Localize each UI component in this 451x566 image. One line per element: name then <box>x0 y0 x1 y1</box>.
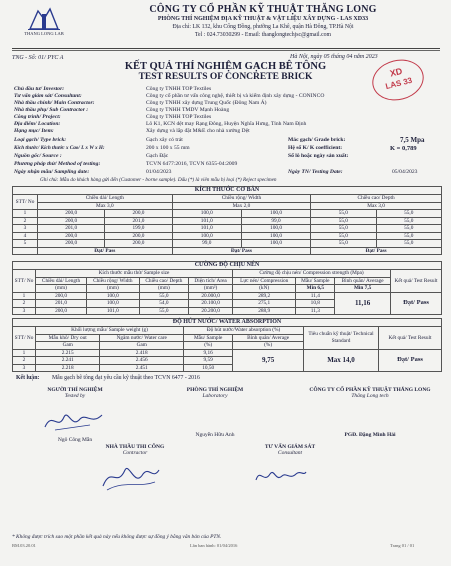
cell: 10,8 <box>296 300 335 308</box>
cell: 55,0 <box>139 307 189 315</box>
footer-page: Trang 01 / 01 <box>390 543 415 548</box>
cell: 2 <box>13 217 38 225</box>
col-header-absorption: Độ hút nước/Water absorption (%) <box>184 327 304 335</box>
cell: 10,50 <box>184 364 233 372</box>
col-header-no: STT/ No <box>13 195 38 210</box>
cell: 100,0 <box>87 292 140 300</box>
dim-value: 200 x 100 x 55 mm <box>146 145 190 151</box>
table-row <box>13 217 442 225</box>
cell: 11,3 <box>296 307 335 315</box>
cell: 100,0 <box>87 300 140 308</box>
testing-date-value: 05/04/2023 <box>392 169 418 175</box>
cell: 99,0 <box>241 217 310 225</box>
contractor-block <box>60 444 210 456</box>
col-header-area: Diện tích/ Area <box>189 277 233 285</box>
grade-label: Mác gạch/ Grade brick: <box>288 137 346 143</box>
consultant-sub: Consultant <box>277 450 303 456</box>
cell: 55,0 <box>139 292 189 300</box>
col-header-load: Lực nén/ Compression <box>233 277 296 285</box>
cell: 20.100,0 <box>189 300 233 308</box>
cell: 55,0 <box>376 217 441 225</box>
unit: (mm²) <box>189 285 233 293</box>
director-name: PGĐ. Đặng Minh Hải <box>344 432 396 438</box>
info-label: Nhà thầu chính/ Main Contractor: <box>14 100 95 106</box>
logo-text: THANG LONG LAB <box>24 31 64 36</box>
cell: 4 <box>13 232 38 240</box>
report-title-vn: KẾT QUẢ THÍ NGHIỆM GẠCH BÊ TÔNG <box>124 61 327 72</box>
cell: 3 <box>13 225 38 233</box>
grade-value: 7,5 Mpa <box>400 136 425 144</box>
strength-section-title: CƯỜNG ĐỘ CHỊU NÉN <box>12 261 442 270</box>
col-header-comp: Cường độ chịu nén/ Compression strength (Mpa) <box>233 270 391 278</box>
cell: 200,0 <box>38 232 105 240</box>
cell: 1 <box>13 292 36 300</box>
cell: 275,1 <box>233 300 296 308</box>
height-result: Đạt/ Pass <box>311 247 442 255</box>
col-header-avg: Bình quân/ Average <box>335 277 391 285</box>
max-width: Max 2,0 <box>172 202 310 210</box>
dimensions-section-title: KÍCH THƯỚC CƠ BẢN <box>12 186 442 195</box>
type-value: Gạch xây có trát <box>146 137 183 143</box>
cell: 2 <box>13 357 36 365</box>
method-label: Phương pháp thử/ Method of testing: <box>14 161 101 167</box>
cell: 200,0 <box>36 307 87 315</box>
col-header-height: Chiều cao/ Depth <box>311 195 442 203</box>
contractor-signature-icon <box>95 458 165 494</box>
consultant-block <box>220 444 360 456</box>
unit: (mm) <box>36 285 87 293</box>
col-header-sample: Mẫu/ Sample <box>184 334 233 342</box>
absorption-table <box>12 326 442 372</box>
footer-note: * Không được trích sao một phần kết quả này nếu không được sự đồng ý bằng văn bản của PTN. <box>12 534 222 540</box>
dim-label: Kích thước/ Kích thước x Cao/ L x W x H: <box>14 145 105 151</box>
report-title-en: TEST RESULTS OF CONCRETE BRICK <box>138 72 313 82</box>
stamp-top-text: XD <box>388 65 404 79</box>
company-address: Địa chỉ: LK 132, khu Cổng Đồng, phường La Khê, quận Hà Đông, TP.Hà Nội <box>172 24 354 30</box>
footer-form-code: BM.03.20.01 <box>12 543 36 548</box>
cell: 201,0 <box>36 300 87 308</box>
cell: 9,16 <box>184 349 233 357</box>
lab-block <box>140 387 290 399</box>
table-row <box>13 225 442 233</box>
col-header-len: Chiều dài/ Length <box>36 277 87 285</box>
company-sign-title: CÔNG TY CỔ PHẦN KỸ THUẬT THĂNG LONG <box>309 387 431 393</box>
company-sign-sub: Thăng Long tech <box>351 393 389 399</box>
cell: 200,0 <box>36 292 87 300</box>
cell: 2.218 <box>36 364 100 372</box>
coef-value: K = 0,789 <box>390 145 417 152</box>
width-result: Đạt/ Pass <box>172 247 310 255</box>
dimensions-table <box>12 194 442 255</box>
tester-title: NGƯỜI THÍ NGHIỆM <box>47 387 103 393</box>
cell: 200,0 <box>105 210 172 218</box>
cell: 55,0 <box>311 210 376 218</box>
type-label: Loại gạch/ Type brick: <box>14 137 67 143</box>
strength-average: 11,16 <box>335 292 391 315</box>
col-header-no: STT/ No <box>13 327 36 350</box>
cell: 54,0 <box>139 300 189 308</box>
unit: (kN) <box>233 285 296 293</box>
strength-table <box>12 269 442 315</box>
cell: 2.451 <box>100 364 184 372</box>
cell: 3 <box>13 364 36 372</box>
cell: 5 <box>13 240 38 248</box>
table-row <box>13 292 442 300</box>
cell: 199,0 <box>105 225 172 233</box>
min-avg: Min 7,5 <box>335 285 391 293</box>
tester-block <box>20 387 130 399</box>
cell: 2.418 <box>100 349 184 357</box>
lab-head-name: Nguyễn Hữu Anh <box>195 432 235 438</box>
col-header-dry: Mẫu khô/ Dry out <box>36 334 100 342</box>
header-divider-thin <box>12 50 440 51</box>
col-header-wid: Chiều rộng/ Width <box>87 277 140 285</box>
unit: (%) <box>184 342 233 350</box>
cell: 55,0 <box>311 225 376 233</box>
col-header-size: Kích thước mẫu thử/ Sample size <box>36 270 233 278</box>
company-block <box>290 387 450 399</box>
cell: 55,0 <box>376 225 441 233</box>
info-label: Tư vấn giám sát/ Consultant: <box>14 93 82 99</box>
info-label: Chủ đầu tư/ Investor: <box>14 86 65 92</box>
tester-sub: Tested by <box>64 393 86 399</box>
cell: 2.241 <box>36 357 100 365</box>
col-header-no: STT/ No <box>13 270 36 293</box>
header-divider <box>12 48 440 49</box>
company-contact: Tel : 024.73030299 - Email: thanglongtechjsc@gmail.com <box>194 32 332 38</box>
source-label: Nguồn gốc/ Source : <box>14 153 62 159</box>
document-date: Hà Nội, ngày 05 tháng 04 năm 2023 <box>290 54 378 60</box>
cell: 200,0 <box>105 232 172 240</box>
cell: 99,0 <box>172 240 241 248</box>
cell: 100,0 <box>241 225 310 233</box>
absorption-result: Đạt/ Pass <box>379 349 442 372</box>
cell: 9,59 <box>184 357 233 365</box>
cell: 101,0 <box>172 225 241 233</box>
length-result: Đạt/ Pass <box>38 247 173 255</box>
unit: Gam <box>36 342 100 350</box>
cell: 200,0 <box>105 240 172 248</box>
tester-name: Ngô Công Mẫn <box>57 437 93 443</box>
unit: (mm) <box>139 285 189 293</box>
lab-name: PHÒNG THÍ NGHIỆM ĐỊA KỸ THUẬT & VẬT LIỆU XÂY DỰNG - LAS XD33 <box>157 16 369 22</box>
table-row <box>13 210 442 218</box>
conclusion-label: Kết luận: <box>16 375 40 381</box>
sample-note: Ghi chú: Mẫu do khách hàng gửi đến (Customer - borne sample). Dấu (*) là viên mẫu bị loại (*) Reject specimen <box>40 177 277 183</box>
unit: Gam <box>100 342 184 350</box>
consultant-title: TƯ VẤN GIÁM SÁT <box>264 444 316 450</box>
cell: 289,2 <box>233 292 296 300</box>
lot-label: Số lô hoặc ngày sản xuất: <box>288 153 349 159</box>
sampling-date-value: 01/04/2023 <box>146 169 172 175</box>
col-header-wet: Ngâm nước/ Water care <box>100 334 184 342</box>
min-sample: Min 6,5 <box>296 285 335 293</box>
unit: (mm) <box>87 285 140 293</box>
col-header-length: Chiều dài/ Length <box>38 195 173 203</box>
cell: 101,0 <box>172 217 241 225</box>
info-value: Công ty TNHH TOP Textiles <box>146 114 212 120</box>
col-header-weight: Khối lượng mẫu/ Sample weight (g) <box>36 327 184 335</box>
cell: 11,4 <box>296 292 335 300</box>
absorption-standard: Max 14,0 <box>304 349 379 372</box>
cell <box>13 247 38 255</box>
stamp-bottom-text: LAS 33 <box>384 75 414 92</box>
cell: 101,0 <box>87 307 140 315</box>
max-height: Max 3,0 <box>311 202 442 210</box>
cell: 200,0 <box>38 210 105 218</box>
col-header-width: Chiều rộng/ Width <box>172 195 310 203</box>
col-header-standard: Tiêu chuẩn kỹ thuật/ Technical Standard <box>304 327 379 350</box>
absorption-average: 9,75 <box>233 349 304 372</box>
info-value: Công ty TNHH TMDV Mạnh Hoàng <box>146 107 230 113</box>
info-label: Nhà thầu phụ/ Sub Contractor : <box>14 107 89 113</box>
report-header <box>18 4 443 46</box>
cell: 3 <box>13 307 36 315</box>
cell: 20.200,0 <box>189 307 233 315</box>
cell: 100,0 <box>172 210 241 218</box>
contractor-sub: Contractor <box>122 450 148 456</box>
footer-issue: Lần ban hành: 01/04/2016 <box>190 543 238 548</box>
cell: 55,0 <box>311 240 376 248</box>
sampling-date-label: Ngày nhận mẫu/ Sampling date: <box>14 169 90 175</box>
info-value: Công ty TNHH xây dựng Trung Quốc (Đông Nam Á) <box>146 100 267 106</box>
info-value: Xây dựng và lắp đặt M&E cho nhà xưởng Dệt <box>146 128 250 134</box>
info-value: Lô K1, KCN dệt may Rạng Đông, Huyện Nghĩa Hưng, Tỉnh Nam Định <box>146 121 307 127</box>
cell: 201,0 <box>105 217 172 225</box>
cell: 100,0 <box>172 232 241 240</box>
info-value: Công ty TNHH TOP Textiles <box>146 86 212 92</box>
col-header-dep: Chiều cao/ Depth <box>139 277 189 285</box>
source-value: Gạch Đặc <box>146 153 169 159</box>
document-number: TNG - Số: 01/ PYC A <box>12 55 64 61</box>
consultant-signature-icon <box>250 462 310 488</box>
cell: 200,0 <box>38 240 105 248</box>
lab-sub: Laboratory <box>202 393 228 399</box>
col-header-avg: Bình quân/ Average <box>233 334 304 342</box>
cell: 55,0 <box>376 210 441 218</box>
info-value: Công ty cổ phần tư vấn công nghệ, thiết bị và kiểm định xây dựng - CONINCO <box>146 93 325 99</box>
method-value: TCVN 6477:2016, TCVN 6355-04:2009 <box>146 161 238 167</box>
cell: 200,0 <box>38 217 105 225</box>
cell: 55,0 <box>311 217 376 225</box>
lab-title: PHÒNG THÍ NGHIỆM <box>186 387 244 393</box>
col-header-sample: Mẫu/ Sample <box>296 277 335 285</box>
cell: 100,0 <box>241 240 310 248</box>
max-length: Max 3,0 <box>38 202 173 210</box>
info-label: Địa điểm/ Location: <box>14 121 61 127</box>
company-logo-icon <box>26 5 62 31</box>
conclusion-text: Mẫu gạch bê tông đạt yêu cầu kỹ thuật theo TCVN 6477 - 2016 <box>52 375 200 381</box>
col-header-result: Kết quả/ Test Result <box>379 327 442 350</box>
table-row <box>13 240 442 248</box>
info-label: Công trình/ Project: <box>14 114 61 120</box>
company-name: CÔNG TY CỔ PHẦN KỸ THUẬT THĂNG LONG <box>149 4 377 15</box>
cell: 1 <box>13 349 36 357</box>
cell: 55,0 <box>311 232 376 240</box>
info-label: Hạng mục/ Item: <box>14 128 54 134</box>
coef-label: Hệ số K/ K coefficient: <box>288 145 343 151</box>
cell: 55,0 <box>376 232 441 240</box>
absorption-section-title: ĐỘ HÚT NƯỚC/ WATER ABSORPTION <box>12 318 442 327</box>
cell: 20.000,0 <box>189 292 233 300</box>
contractor-title: NHÀ THẦU THI CÔNG <box>105 444 165 450</box>
table-row <box>13 349 442 357</box>
cell: 288,9 <box>233 307 296 315</box>
col-header-result: Kết quả/ Test Result <box>391 270 442 293</box>
cell: 100,0 <box>241 210 310 218</box>
cell: 201,0 <box>38 225 105 233</box>
tester-signature-icon <box>40 405 110 435</box>
strength-result: Đạt/ Pass <box>391 292 442 315</box>
table-row <box>13 232 442 240</box>
cell: 100,0 <box>241 232 310 240</box>
testing-date-label: Ngày TN/ Testing Date: <box>288 169 343 175</box>
cell: 55,0 <box>376 240 441 248</box>
cell: 1 <box>13 210 38 218</box>
cell: 2.215 <box>36 349 100 357</box>
unit: (%) <box>233 342 304 350</box>
cell: 2 <box>13 300 36 308</box>
cell: 2.456 <box>100 357 184 365</box>
